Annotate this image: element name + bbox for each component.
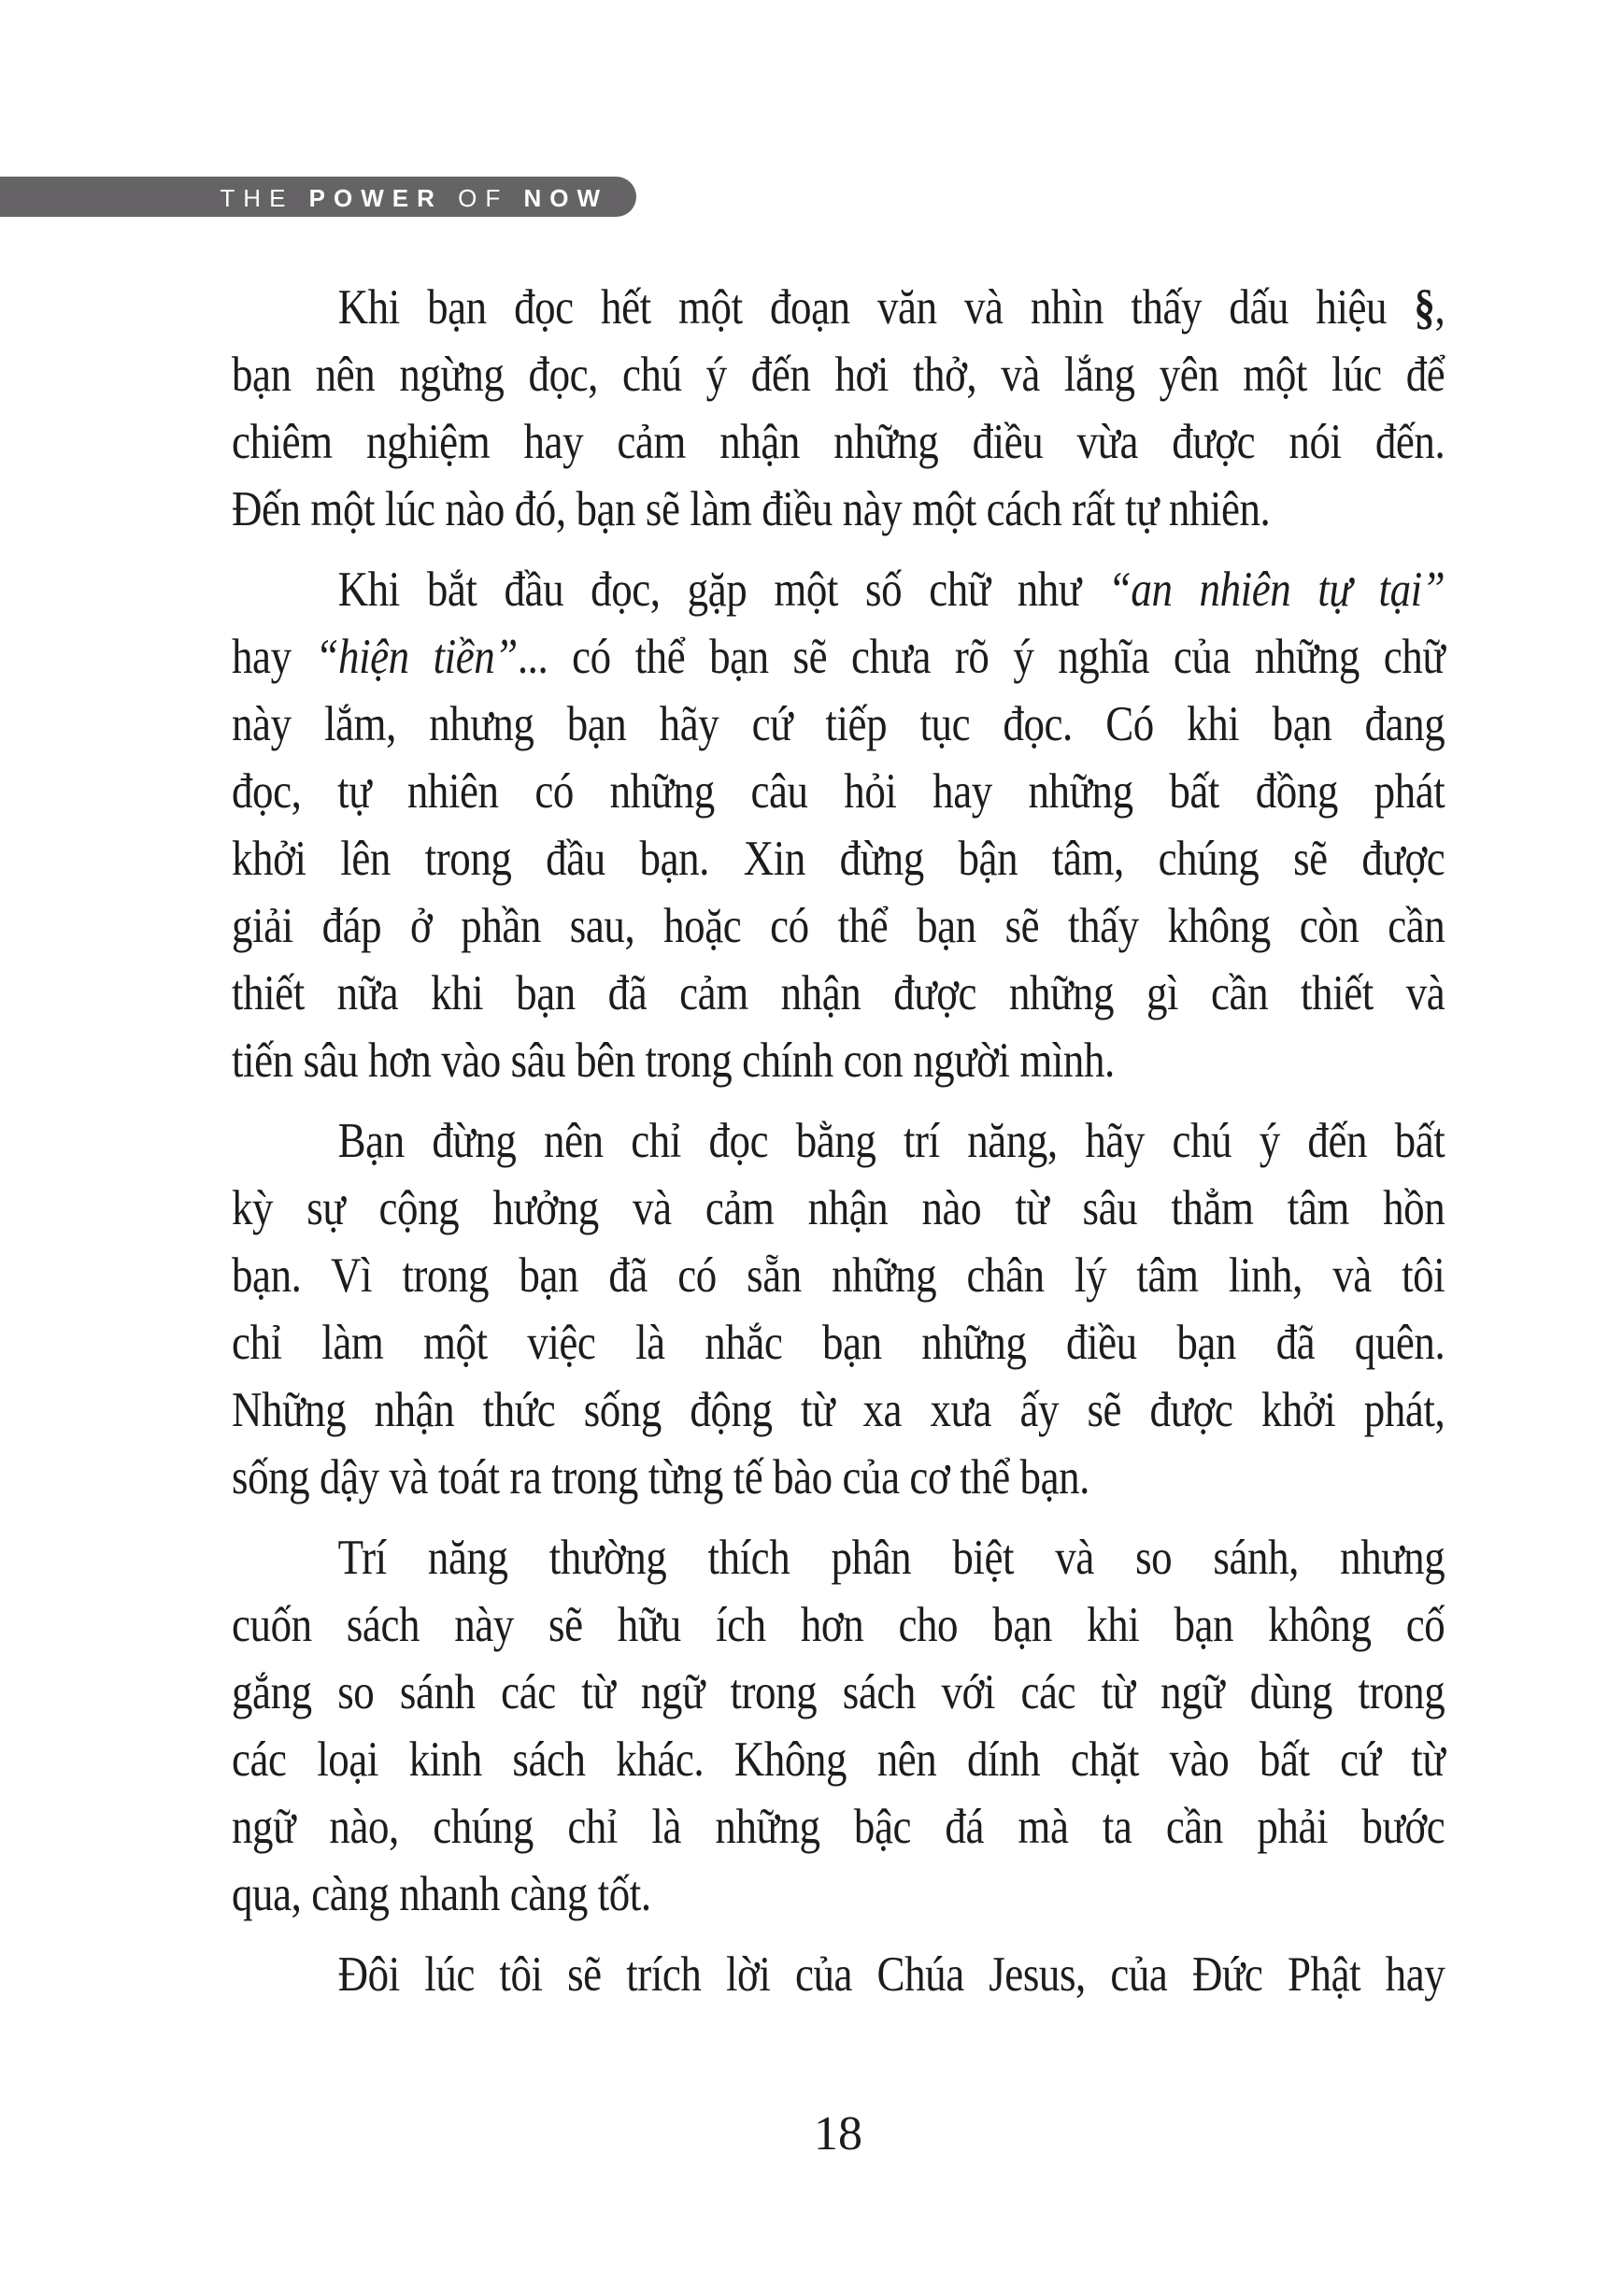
text-line: sống dậy và toát ra trong từng tế bào của cơ thể bạn.	[232, 1450, 1089, 1505]
book-title-word: OF	[458, 183, 524, 212]
text-line: tiến sâu hơn vào sâu bên trong chính con người mình.	[232, 1034, 1115, 1088]
text-line: đọc, tự nhiên có những câu hỏi hay những bất đồng phát	[232, 764, 1445, 819]
book-title-word: NOW	[523, 183, 608, 212]
paragraph	[232, 1941, 1445, 2008]
paragraph	[232, 274, 1445, 543]
text-line: qua, càng nhanh càng tốt.	[232, 1867, 651, 1921]
paragraph	[232, 556, 1445, 1094]
text-segment: ... có thể bạn sẽ chưa rõ ý nghĩa của những chữ	[517, 630, 1445, 684]
text-segment: Khi bạn đọc hết một đoạn văn và nhìn thấy dấu hiệu	[337, 280, 1415, 335]
text-line: khởi lên trong đầu bạn. Xin đừng bận tâm, chúng sẽ được	[232, 832, 1445, 886]
book-title-word: THE	[220, 183, 309, 212]
text-line	[232, 274, 1445, 341]
text-line: cuốn sách này sẽ hữu ích hơn cho bạn khi bạn không cố	[232, 1598, 1445, 1652]
text-line: này lắm, nhưng bạn hãy cứ tiếp tục đọc. Có khi bạn đang	[232, 697, 1445, 751]
text-segment: Khi bắt đầu đọc, gặp một số chữ như	[337, 563, 1108, 617]
text-line: Đến một lúc nào đó, bạn sẽ làm điều này một cách rất tự nhiên.	[232, 482, 1271, 536]
text-line: Trí năng thường thích phân biệt và so sánh, nhưng	[337, 1531, 1445, 1585]
text-line: giải đáp ở phần sau, hoặc có thể bạn sẽ thấy không còn cần	[232, 899, 1445, 953]
paragraph	[232, 1107, 1445, 1511]
text-line: Đôi lúc tôi sẽ trích lời của Chúa Jesus, của Đức Phật hay	[337, 1947, 1445, 2002]
book-title-word: POWER	[308, 183, 459, 212]
text-line: Bạn đừng nên chỉ đọc bằng trí năng, hãy chú ý đến bất	[337, 1114, 1445, 1168]
book-title	[220, 184, 608, 210]
text-segment: ,	[1434, 280, 1445, 335]
text-line: ngữ nào, chúng chỉ là những bậc đá mà ta cần phải bước	[232, 1800, 1445, 1854]
text-line: các loại kinh sách khác. Không nên dính chặt vào bất cứ từ	[232, 1733, 1445, 1787]
body-text	[232, 274, 1445, 2021]
header-bar	[0, 177, 636, 217]
text-line: gắng so sánh các từ ngữ trong sách với các từ ngữ dùng trong	[232, 1665, 1445, 1719]
text-line: bạn. Vì trong bạn đã có sẵn những chân lý tâm linh, và tôi	[232, 1248, 1445, 1303]
text-line	[232, 556, 1445, 623]
italic-phrase: “an nhiên tự tại”	[1107, 563, 1445, 617]
italic-phrase: “hiện tiền”	[315, 630, 518, 684]
text-line: chiêm nghiệm hay cảm nhận những điều vừa được nói đến.	[232, 415, 1445, 469]
text-line: chỉ làm một việc là nhắc bạn những điều bạn đã quên.	[232, 1316, 1445, 1370]
text-line: thiết nữa khi bạn đã cảm nhận được những gì cần thiết và	[232, 966, 1445, 1020]
text-segment: hay	[232, 630, 316, 684]
bold-mark: §	[1414, 280, 1435, 335]
paragraph	[232, 1524, 1445, 1928]
text-line: bạn nên ngừng đọc, chú ý đến hơi thở, và lắng yên một lúc để	[232, 348, 1445, 402]
text-line: Những nhận thức sống động từ xa xưa ấy sẽ được khởi phát,	[232, 1383, 1445, 1437]
text-line: kỳ sự cộng hưởng và cảm nhận nào từ sâu thẳm tâm hồn	[232, 1181, 1445, 1235]
page-number: 18	[814, 2107, 862, 2161]
text-line	[232, 623, 1445, 691]
